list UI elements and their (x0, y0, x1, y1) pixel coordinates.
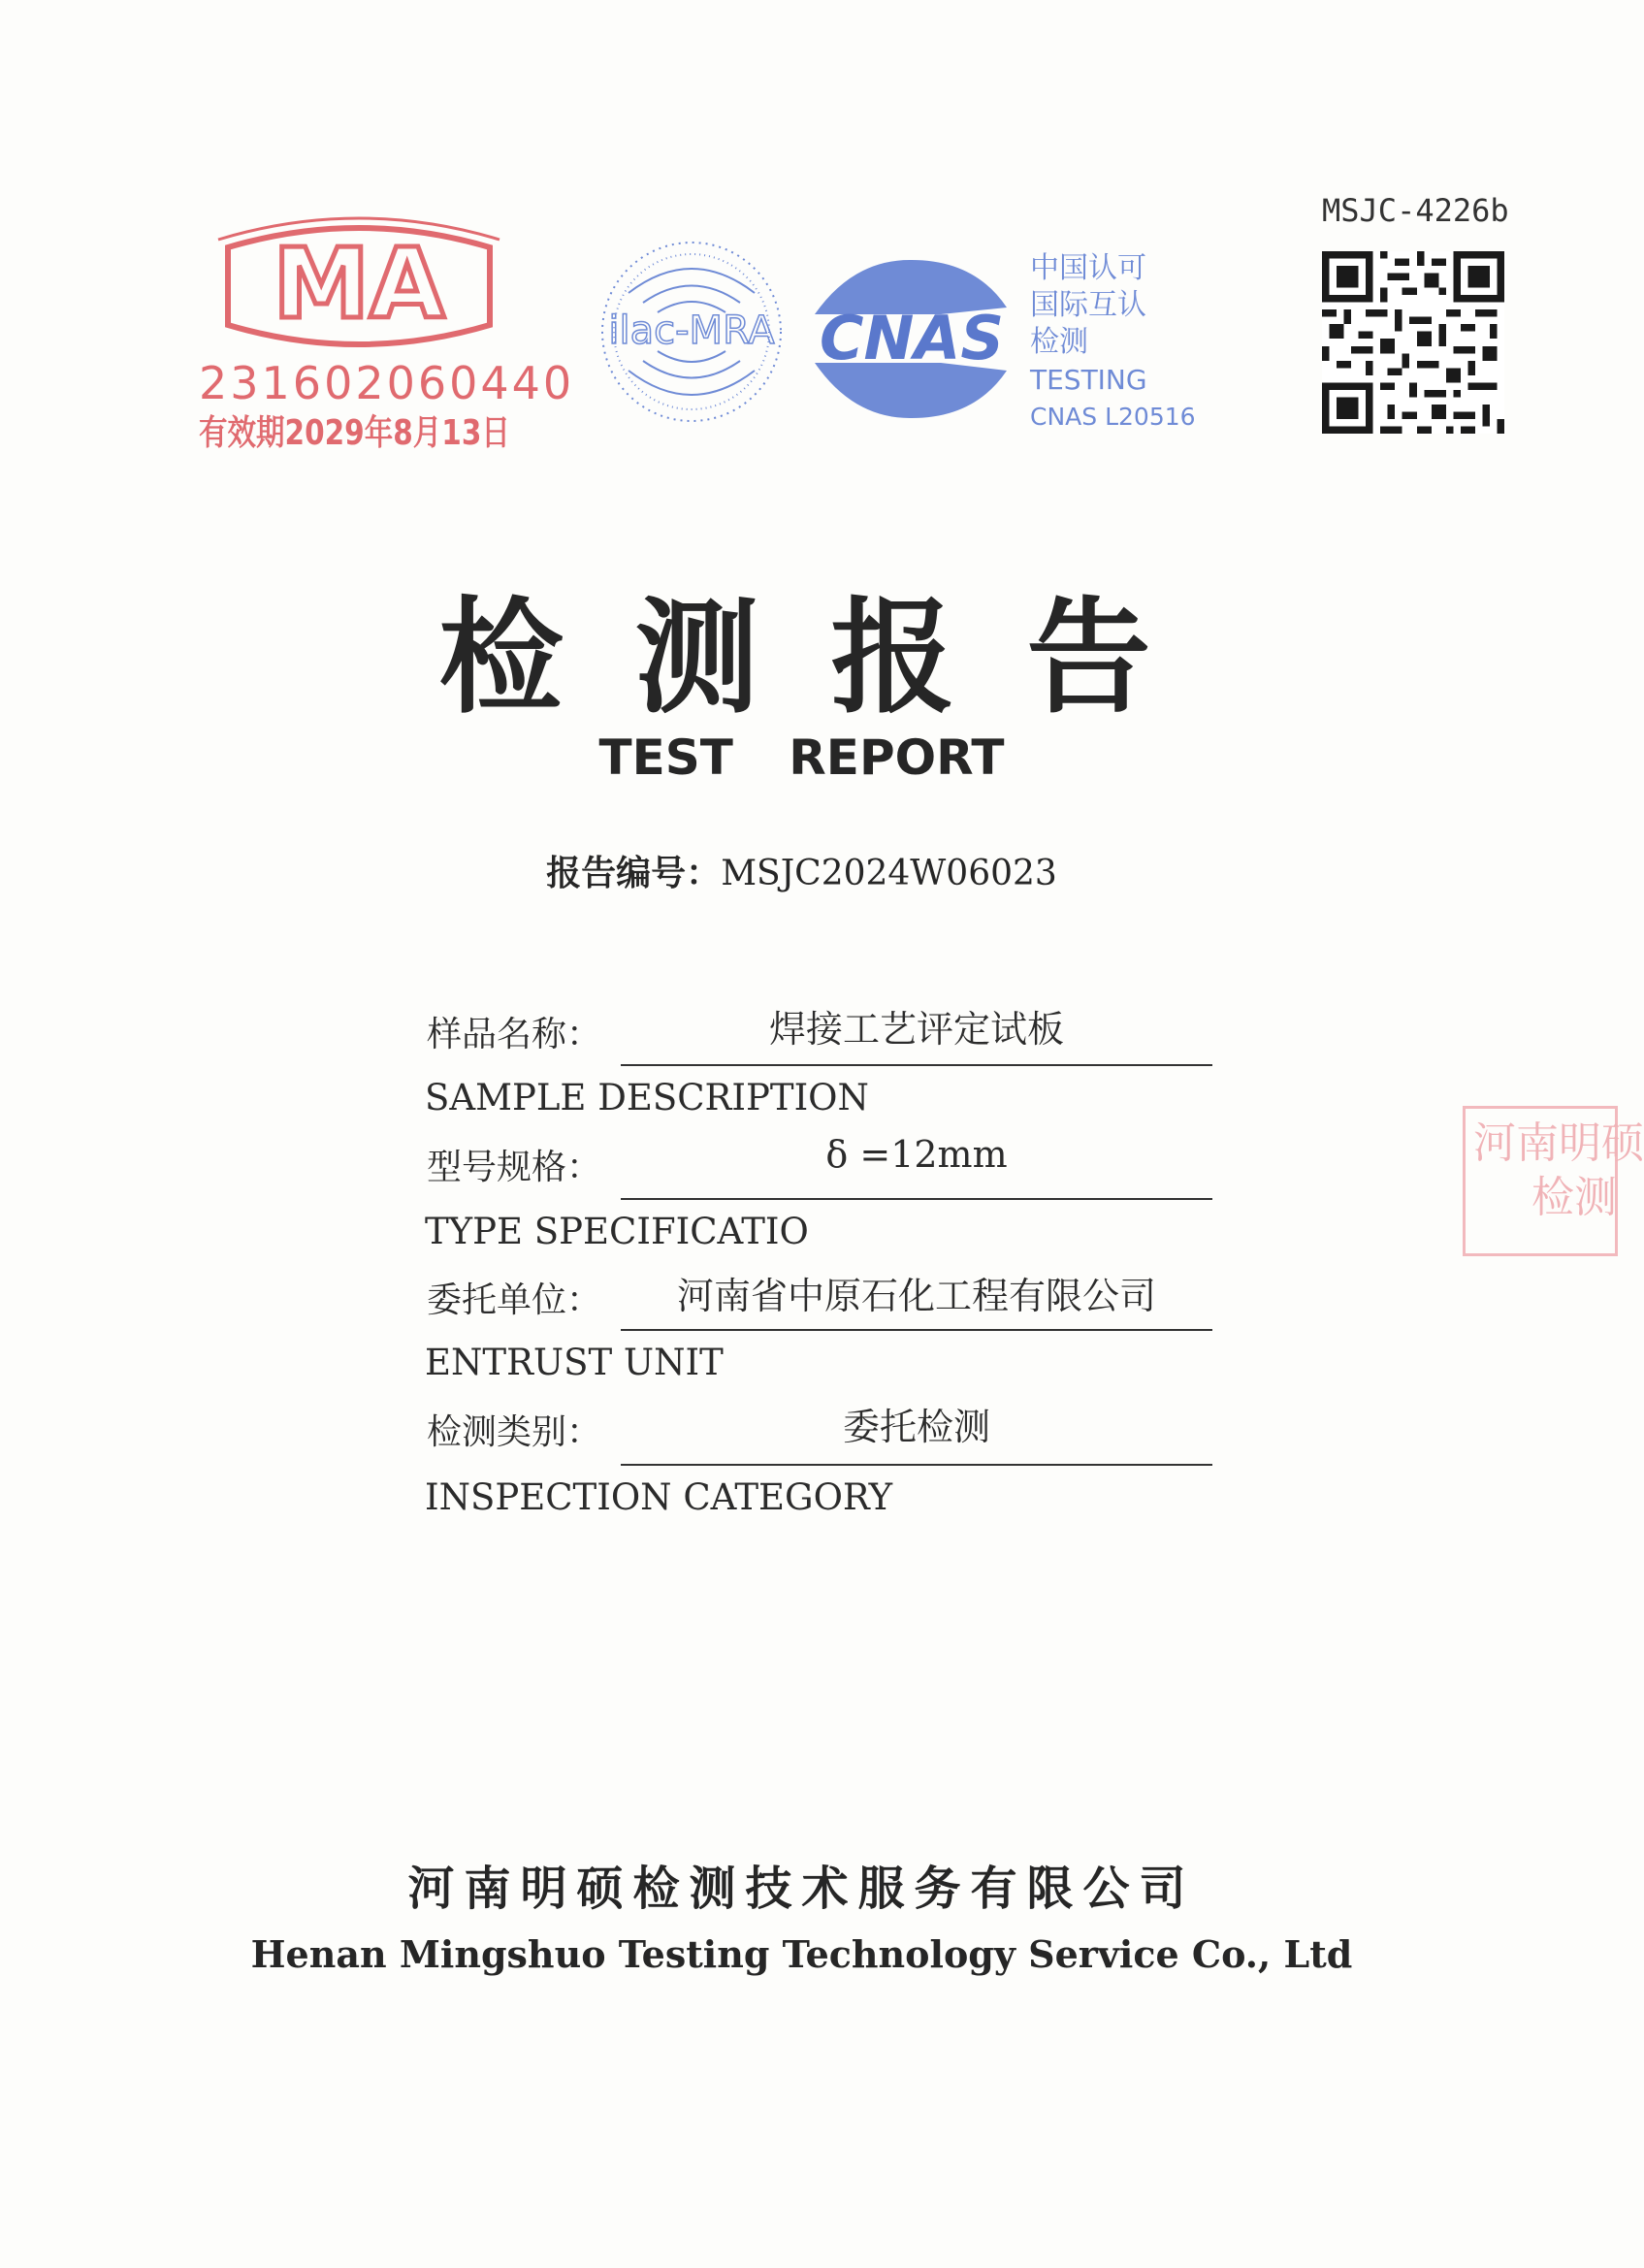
inspection-category-underline (621, 1464, 1212, 1466)
inspection-category-label: 检测类别： (427, 1412, 602, 1452)
cnas-caption (1030, 250, 1196, 435)
report-number-label: 报告编号： (546, 854, 722, 893)
entrust-unit-label-en: ENTRUST UNIT (425, 1342, 724, 1383)
cnas-logo (795, 254, 1028, 424)
type-spec-underline (621, 1198, 1212, 1200)
sample-name-label: 样品名称： (427, 1015, 602, 1054)
type-spec-value: δ =12mm (825, 1133, 1008, 1176)
cma-logo-text: MA (273, 227, 445, 340)
inspection-category-label-en: INSPECTION CATEGORY (425, 1476, 893, 1518)
report-title-en: TEST REPORT (598, 729, 1005, 786)
sample-name-underline (621, 1064, 1212, 1066)
ilac-logo-text: ilac-MRA (608, 308, 775, 353)
inspection-category-value: 委托检测 (842, 1406, 990, 1448)
entrust-unit-label: 委托单位： (427, 1280, 602, 1320)
company-name-en: Henan Mingshuo Testing Technology Service Co., Ltd (250, 1932, 1353, 1976)
cnas-caption-line: 中国认可 (1030, 251, 1146, 285)
type-spec-label: 型号规格： (427, 1148, 602, 1187)
ilac-mra-logo (590, 225, 793, 438)
cnas-accreditation-number: CNAS L20516 (1030, 403, 1196, 431)
type-spec-label-en: TYPE SPECIFICATIO (425, 1211, 809, 1252)
entrust-unit-underline (621, 1329, 1212, 1331)
company-seal-stamp (1463, 1106, 1644, 1256)
cnas-caption-line: TESTING (1030, 364, 1147, 396)
document-code: MSJC-4226b (1322, 192, 1509, 229)
qr-code-icon (1322, 250, 1504, 435)
entrust-unit-value: 河南省中原石化工程有限公司 (676, 1275, 1156, 1317)
seal-text-line: 河南明硕 (1473, 1118, 1644, 1168)
report-number (0, 846, 1603, 895)
report-title-cn: 检测报告 (438, 585, 1223, 730)
cma-number: 231602060440 (199, 357, 575, 409)
sample-name-label-en: SAMPLE DESCRIPTION (425, 1077, 869, 1118)
cnas-caption-line: 检测 (1030, 325, 1088, 359)
seal-text-line: 检测 (1531, 1173, 1617, 1222)
cnas-logo-text: CNAS (819, 303, 1005, 373)
sample-name-value: 焊接工艺评定试板 (768, 1008, 1064, 1051)
company-name-cn: 河南明硕检测技术服务有限公司 (407, 1862, 1196, 1916)
cnas-caption-line: 国际互认 (1030, 288, 1146, 322)
report-number-value: MSJC2024W06023 (721, 854, 1057, 893)
cma-validity-date: 有效期2029年8月13日 (199, 413, 510, 453)
